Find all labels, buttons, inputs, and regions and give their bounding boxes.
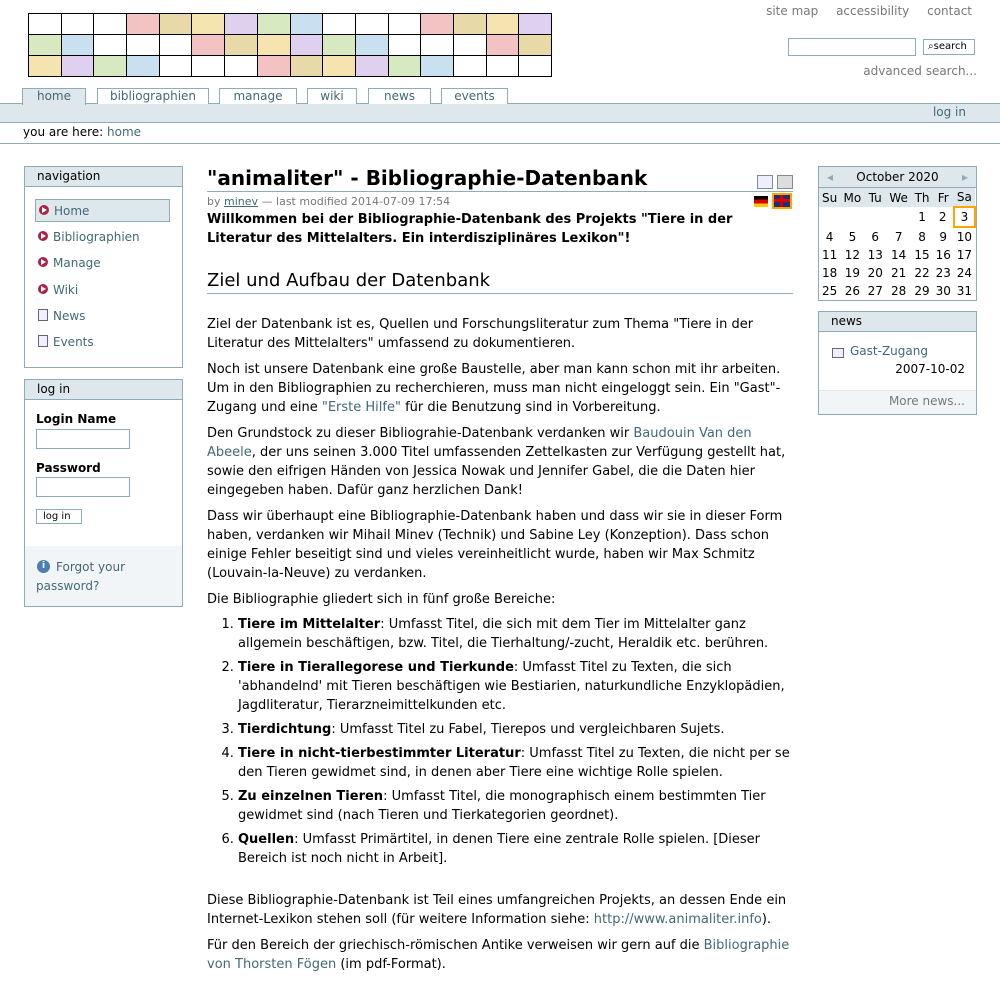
byline: by minev — last modified 2014-07-09 17:54 <box>207 195 451 208</box>
english-flag-icon[interactable] <box>772 193 792 209</box>
tab-wiki[interactable]: wiki <box>307 88 357 104</box>
logo-tile <box>291 56 323 76</box>
divider <box>0 143 1000 144</box>
navigation-portlet <box>24 166 183 368</box>
calendar-day: 18 <box>821 266 838 280</box>
calendar-day: 26 <box>844 284 861 298</box>
logo-tile <box>323 56 355 76</box>
calendar-day: 6 <box>871 229 880 244</box>
previous-month-icon[interactable]: ◂ <box>827 170 834 184</box>
logo-tile <box>454 14 486 34</box>
accessibility-link[interactable]: accessibility <box>836 4 910 18</box>
logo-tile <box>389 35 421 55</box>
login-name-label: Login Name <box>36 412 117 426</box>
calendar-day: 14 <box>891 248 907 262</box>
tab-bibliographien[interactable]: bibliographien <box>97 88 209 104</box>
info-icon: i <box>37 560 50 573</box>
logo-tile <box>421 35 453 55</box>
nav-item-events[interactable]: Events <box>35 331 94 353</box>
nav-item-bibliographien[interactable]: Bibliographien <box>35 226 140 248</box>
calendar-day: 3 <box>954 207 975 227</box>
calendar-weekday: Mo <box>840 188 865 207</box>
foegen-bibliography-link[interactable]: Bibliographie von Thorsten Fögen <box>207 938 790 972</box>
logo-tile <box>127 56 159 76</box>
search-icon: ⌕ <box>928 41 934 52</box>
login-title: log in <box>25 380 182 400</box>
list-item: 5. Zu einzelnen Tieren: Umfasst Titel, die monographisch einem bestimmten Tier gewidmet sind (nach Tieren und Tierkategorien geordnet). <box>238 787 793 825</box>
calendar-day: 19 <box>844 266 861 280</box>
document-icon <box>38 335 48 347</box>
calendar-weekday: Tu <box>865 188 886 207</box>
tab-news[interactable]: news <box>368 88 431 104</box>
navigation-title: navigation <box>25 167 182 187</box>
calendar-day: 4 <box>825 229 834 244</box>
list-item: 4. Tiere in nicht-tierbestimmter Literatur: Umfasst Titel zu Texten, die nicht per se den Tieren gewidmet sind, in denen aber Tiere eine wichtige Rolle spielen. <box>238 744 793 782</box>
more-news-link[interactable]: More news... <box>888 394 965 408</box>
page-title: "animaliter" - Bibliographie-Datenbank <box>207 165 793 192</box>
login-portlet <box>24 379 183 607</box>
print-icon[interactable] <box>777 175 793 189</box>
calendar-day: 5 <box>848 229 857 244</box>
list-item: 2. Tiere in Tierallegorese und Tierkunde: Umfasst Titel zu Texten, die sich 'abhandelnd' mit Tieren beschäftigen wie Bestiarien, naturkundliche Enzyklopädien, Jagdliteratur, Tierarzneimittelkunden etc. <box>238 658 793 715</box>
send-icon[interactable] <box>757 175 773 189</box>
logo-tile <box>519 35 551 55</box>
site-logo[interactable] <box>28 13 552 77</box>
logo-tile <box>454 56 486 76</box>
contact-link[interactable]: contact <box>927 4 972 18</box>
advanced-search-link[interactable]: advanced search... <box>863 64 977 78</box>
logo-tile <box>258 56 290 76</box>
calendar-day <box>840 207 865 227</box>
calendar-day: 16 <box>935 248 951 262</box>
calendar-day: 17 <box>956 248 973 262</box>
logo-tile <box>62 35 94 55</box>
list-item: 6. Quellen: Umfasst Primärtitel, in denen Tiere eine zentrale Rolle spielen. [Dieser Bereich ist noch nicht in Arbeit]. <box>238 830 793 868</box>
logo-tile <box>487 14 519 34</box>
logo-tile <box>389 56 421 76</box>
logo-tile <box>192 14 224 34</box>
calendar-day: 9 <box>939 229 948 244</box>
logo-tile <box>487 56 519 76</box>
calendar-day: 29 <box>914 284 930 298</box>
search-button[interactable]: ⌕search <box>923 39 975 55</box>
calendar-day: 27 <box>867 284 883 298</box>
logo-tile <box>94 56 126 76</box>
tab-manage[interactable]: manage <box>219 88 297 104</box>
calendar-day: 24 <box>956 266 973 280</box>
logo-tile <box>29 56 61 76</box>
section-heading: Ziel und Aufbau der Datenbank <box>207 269 793 294</box>
logo-tile <box>323 35 355 55</box>
nav-item-manage[interactable]: Manage <box>35 252 101 274</box>
logo-tile <box>29 14 61 34</box>
calendar-weekday: We <box>886 188 912 207</box>
login-button[interactable]: log in <box>36 509 82 524</box>
calendar-day: 30 <box>935 284 951 298</box>
calendar-day <box>886 207 912 227</box>
news-icon <box>832 348 844 358</box>
logo-tile <box>421 14 453 34</box>
logo-tile <box>29 35 61 55</box>
logo-tile <box>454 35 486 55</box>
main-content <box>207 165 793 974</box>
calendar-weekday: Th <box>911 188 932 207</box>
author-link[interactable]: minev <box>224 195 259 208</box>
logo-tile <box>127 35 159 55</box>
logo-tile <box>94 14 126 34</box>
logo-tile <box>192 56 224 76</box>
calendar-day: 1 <box>918 210 926 224</box>
tab-events[interactable]: events <box>441 88 508 104</box>
calendar-weekday: Fr <box>933 188 954 207</box>
login-link[interactable]: log in <box>932 105 966 119</box>
logo-tile <box>356 14 388 34</box>
arrow-icon <box>38 284 48 294</box>
arrow-icon <box>39 205 49 215</box>
news-item-link[interactable]: Gast-Zugang <box>850 344 928 358</box>
paragraph: Ziel der Datenbank ist es, Quellen und Forschungsliteratur zum Thema "Tiere in der Literatur des Mittelalters" umfassend zu dokumentieren. <box>207 317 754 351</box>
calendar-day: 8 <box>918 229 926 244</box>
calendar-header <box>819 167 976 188</box>
calendar-day: 11 <box>821 248 838 262</box>
calendar-day: 13 <box>867 248 883 262</box>
breadcrumb-home-link[interactable]: home <box>107 125 142 139</box>
forgot-password-link[interactable]: Forgot your password? <box>36 560 125 593</box>
logo-tile <box>94 35 126 55</box>
calendar-month: October 2020 <box>856 170 939 184</box>
logo-tile <box>192 35 224 55</box>
news-portlet <box>818 311 977 415</box>
van-den-abeele-link[interactable]: Baudouin Van den Abeele <box>207 426 752 460</box>
logo-tile <box>62 14 94 34</box>
logo-tile <box>258 14 290 34</box>
paragraph: Für den Bereich der griechisch-römischen Antike verweisen wir gern auf die Bibliographie von Thorsten Fögen (im pdf-Format). <box>207 938 790 972</box>
list-item: 3. Tierdichtung: Umfasst Titel zu Fabel, Tierepos und vergleichbaren Sujets. <box>238 720 793 739</box>
logo-tile <box>225 56 257 76</box>
calendar-day: 25 <box>821 284 838 298</box>
logo-tile <box>356 56 388 76</box>
calendar-day: 10 <box>956 230 973 244</box>
paragraph: Die Bibliographie gliedert sich in fünf große Bereiche: <box>207 592 556 607</box>
logo-tile <box>519 14 551 34</box>
logo-tile <box>519 56 551 76</box>
next-month-icon[interactable]: ▸ <box>961 170 968 184</box>
logo-tile <box>225 14 257 34</box>
breadcrumb-prefix: you are here: <box>23 125 104 139</box>
calendar-day: 21 <box>891 266 907 280</box>
paragraph: Diese Bibliographie-Datenbank ist Teil eines umfangreichen Projekts, an dessen Ende ein Internet-Lexikon stehen soll (für weitere Information siehe: http://www.animaliter.info). <box>207 893 787 927</box>
calendar-day: 31 <box>956 284 973 298</box>
site-map-link[interactable]: site map <box>766 4 819 18</box>
logo-tile <box>62 56 94 76</box>
nav-item-news[interactable]: News <box>35 305 85 327</box>
paragraph: Dass wir überhaupt eine Bibliographie-Datenbank haben und dass wir sie in dieser Form haben, verdanken wir Mihail Minev (Technik) und Sabine Ley (Konzeption). Dass schon einige Fehler beseitigt sind und vieles vereinheitlicht wurde, haben wir Max Schmitz (Louvain-la-Neuve) zu verdanken. <box>207 509 783 581</box>
calendar-day <box>819 207 840 227</box>
calendar-day: 12 <box>844 248 861 262</box>
calendar-day: 15 <box>914 248 930 262</box>
german-flag-icon[interactable] <box>754 196 768 207</box>
logo-tile <box>291 35 323 55</box>
tab-bar <box>0 103 1000 123</box>
breadcrumb <box>23 125 141 139</box>
login-name-field[interactable] <box>36 429 130 449</box>
logo-tile <box>421 56 453 76</box>
calendar-day: 7 <box>894 229 903 244</box>
logo-tile <box>127 14 159 34</box>
calendar-day: 23 <box>935 266 951 280</box>
logo-tile <box>487 35 519 55</box>
logo-tile <box>389 14 421 34</box>
calendar-day: 28 <box>891 284 907 298</box>
erste-hilfe-link[interactable]: "Erste Hilfe" <box>321 400 401 415</box>
nav-item-home[interactable]: Home <box>35 199 170 222</box>
logo-tile <box>160 56 192 76</box>
calendar-day <box>865 207 886 227</box>
paragraph: Den Grundstock zu dieser Bibliograhie-Datenbank verdanken wir Baudouin Van den Abeele, der uns seinen 3.000 Titel umfassenden Zettelkasten zur Verfügung gestellt hat, sowie den eifrigen Händen von Jessica Nowak und Jennifer Gabel, die die Daten hier eingegeben haben. Dafür ganz herzlichen Dank! <box>207 426 786 498</box>
paragraph: Noch ist unsere Datenbank eine große Baustelle, aber man kann schon mit ihr arbeiten. Um in den Bibliographien zu recherchieren, muss man nicht eingeloggt sein. Ein "Gast"-Zugang und eine "Erste Hilfe" für die Benutzung sind in Vorbereitung. <box>207 362 781 415</box>
logo-tile <box>323 14 355 34</box>
nav-item-wiki[interactable]: Wiki <box>35 279 78 301</box>
logo-tile <box>225 35 257 55</box>
animaliter-link[interactable]: http://www.animaliter.info <box>593 912 762 927</box>
calendar-weekday: Su <box>819 188 840 207</box>
logo-tile <box>356 35 388 55</box>
calendar-day: 20 <box>867 266 883 280</box>
arrow-icon <box>38 231 48 241</box>
site-actions <box>752 4 972 18</box>
logo-tile <box>258 35 290 55</box>
tab-home[interactable]: home <box>22 88 86 105</box>
logo-tile <box>160 14 192 34</box>
news-date: 2007-10-02 <box>895 362 965 376</box>
document-icon <box>38 309 48 321</box>
logo-tile <box>160 35 192 55</box>
sections-list <box>207 615 793 868</box>
calendar-day: 2 <box>938 210 947 224</box>
calendar-day: 22 <box>914 266 930 280</box>
list-item: 1. Tiere im Mittelalter: Umfasst Titel, die sich mit dem Tier im Mittelalter ganz allgemein beschäftigen, bzw. Titel, die Tierhaltung/-zucht, Heraldik etc. berühren. <box>238 615 793 653</box>
password-field[interactable] <box>36 477 130 497</box>
calendar <box>818 166 977 301</box>
search-input[interactable] <box>788 38 916 56</box>
search-form <box>788 38 967 56</box>
calendar-grid <box>819 188 976 300</box>
news-title: news <box>819 312 976 332</box>
password-label: Password <box>36 461 101 475</box>
lead-text: Willkommen bei der Bibliographie-Datenbank des Projekts "Tiere in der Literatur des Mittelalters. Ein interdisziplinäres Lexikon"! <box>207 212 733 246</box>
logo-tile <box>291 14 323 34</box>
calendar-weekday: Sa <box>954 188 975 207</box>
arrow-icon <box>38 257 48 267</box>
